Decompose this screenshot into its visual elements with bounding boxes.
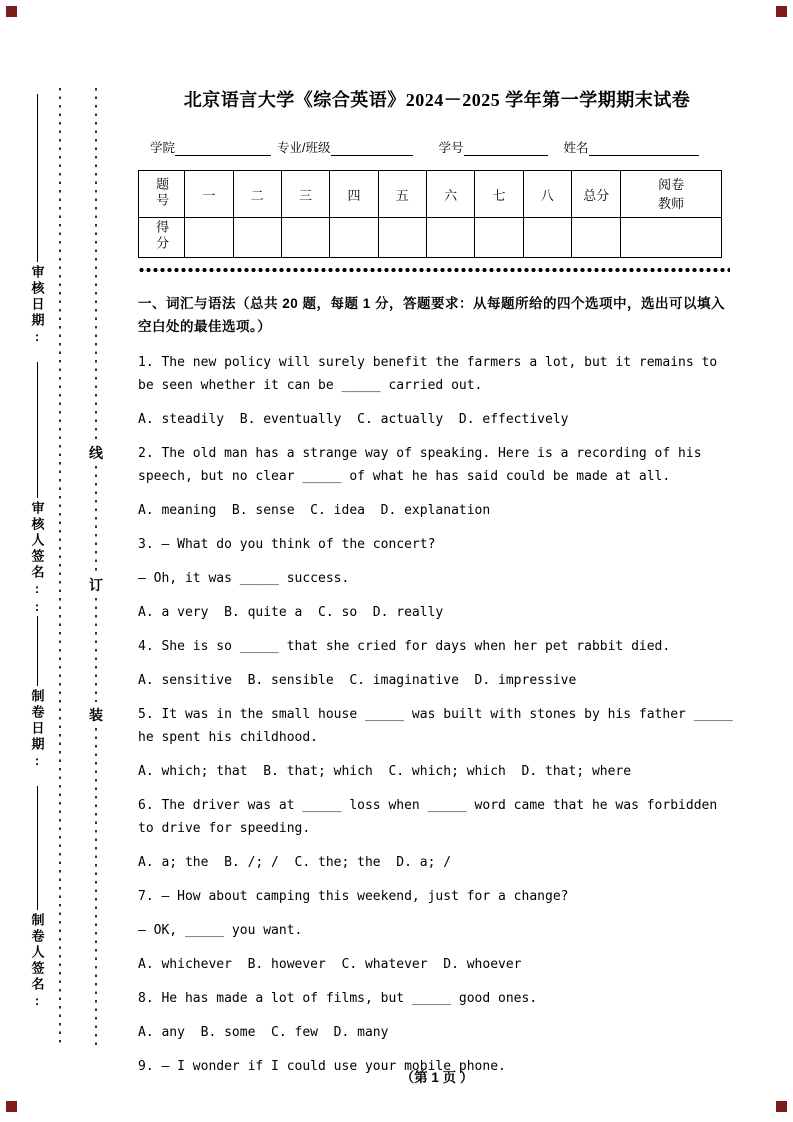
question-options: A. any B. some C. few D. many	[138, 1025, 389, 1040]
score-cell	[571, 218, 620, 258]
question-text: 2. The old man has a strange way of speaking. Here is a recording of his speech, but no clear _____ of what he has said could be made at all.	[138, 446, 710, 484]
binding-dotted-line	[59, 88, 61, 1048]
question-options: A. whichever B. however C. whatever D. whoever	[138, 957, 522, 972]
score-table	[138, 170, 722, 258]
seal-field-review-date	[28, 94, 46, 347]
student-info-line	[138, 138, 736, 156]
question-options: A. a; the B. /; / C. the; the D. a; /	[138, 855, 452, 870]
score-cell	[621, 218, 722, 258]
score-table-column: 七	[475, 171, 523, 218]
question-3	[138, 533, 736, 624]
fill-in-blank	[464, 141, 548, 156]
score-table-column: 八	[523, 171, 571, 218]
binding-line-segment	[95, 88, 97, 440]
section-one-heading: 一、词汇与语法（总共 20 题，每题 1 分，答题要求：从每题所给的四个选项中，选出可以填入空白处的最佳选项。）	[138, 296, 726, 334]
info-label: 学号	[438, 141, 464, 155]
info-label: 姓名	[563, 141, 589, 155]
score-cell	[426, 218, 474, 258]
score-table-column: 二	[233, 171, 281, 218]
score-table-column-total: 总分	[571, 171, 620, 218]
score-cell	[378, 218, 426, 258]
info-field-major-class	[277, 138, 438, 156]
question-1	[138, 351, 736, 431]
score-cell	[185, 218, 233, 258]
question-8	[138, 987, 736, 1044]
corner-mark	[6, 1101, 17, 1112]
score-cell	[523, 218, 571, 258]
info-label: 学院	[150, 141, 176, 155]
score-table-row2-header: 得分	[139, 218, 185, 258]
question-text: 9. — I wonder if I could use your mobile phone.	[138, 1059, 506, 1074]
seal-label: 审核人签名::	[29, 501, 45, 617]
info-field-name	[564, 138, 699, 156]
score-table-row1-header: 题号	[139, 171, 185, 218]
corner-mark	[776, 6, 787, 17]
question-2	[138, 442, 736, 522]
seal-label: 制卷日期:	[29, 689, 45, 771]
fill-in-blank	[589, 141, 699, 156]
fill-in-blank	[175, 141, 271, 156]
score-table-column: 四	[330, 171, 378, 218]
question-options: A. a very B. quite a C. so D. really	[138, 605, 444, 620]
info-field-student-id	[439, 138, 564, 156]
question-options: A. sensitive B. sensible C. imaginative D. impressive	[138, 673, 577, 688]
binding-char: 订	[89, 577, 103, 593]
score-table-column: 六	[426, 171, 474, 218]
binding-line-segment	[95, 466, 97, 572]
corner-mark	[776, 1101, 787, 1112]
info-label: 专业/班级	[277, 141, 331, 155]
exam-paper	[138, 86, 741, 1089]
binding-line-segment	[95, 728, 97, 1048]
score-cell	[475, 218, 523, 258]
fill-in-blank	[331, 141, 413, 156]
question-text: 7. — How about camping this weekend, just for a change?	[138, 889, 569, 904]
question-text: — Oh, it was _____ success.	[138, 571, 350, 586]
page-footer: （第 1 页 ）	[400, 1070, 474, 1085]
score-cell	[233, 218, 281, 258]
score-table-column: 五	[378, 171, 426, 218]
binding-char: 装	[89, 707, 103, 723]
seal-field-maker-signature	[28, 786, 46, 1011]
seal-blank-line	[37, 94, 38, 262]
score-cell	[330, 218, 378, 258]
page-title: 北京语言大学《综合英语》2024－2025 学年第一学期期末试卷	[183, 90, 691, 110]
question-text: 5. It was in the small house _____ was built with stones by his father _____ he spent his childhood.	[138, 707, 741, 745]
question-options: A. which; that B. that; which C. which; which D. that; where	[138, 764, 632, 779]
question-5	[138, 703, 741, 783]
score-table-column: 三	[281, 171, 329, 218]
seal-blank-line	[37, 616, 38, 686]
question-text: 6. The driver was at _____ loss when _____ word came that he was forbidden to drive for speeding.	[138, 798, 726, 836]
question-text: 3. — What do you think of the concert?	[138, 537, 436, 552]
question-options: A. steadily B. eventually C. actually D. effectively	[138, 412, 569, 427]
seal-blank-line	[37, 362, 38, 498]
seal-blank-line	[37, 786, 38, 910]
info-field-college	[150, 138, 277, 156]
question-text: — OK, _____ you want.	[138, 923, 303, 938]
binding-char: 线	[89, 445, 103, 461]
question-text: 1. The new policy will surely benefit the farmers a lot, but it remains to be seen whether it can be _____ carried out.	[138, 355, 726, 393]
seal-label: 制卷人签名:	[29, 913, 45, 1011]
question-7	[138, 885, 736, 976]
question-text: 8. He has made a lot of films, but _____ good ones.	[138, 991, 538, 1006]
score-table-grader-header: 阅卷教师	[621, 171, 722, 218]
corner-mark	[6, 6, 17, 17]
question-4	[138, 635, 736, 692]
dotted-separator	[138, 267, 730, 273]
binding-line	[89, 88, 103, 1048]
question-options: A. meaning B. sense C. idea D. explanation	[138, 503, 491, 518]
score-cell	[281, 218, 329, 258]
seal-field-reviewer-signature	[28, 362, 46, 617]
score-table-column: 一	[185, 171, 233, 218]
question-6	[138, 794, 736, 874]
question-list	[138, 351, 741, 1078]
seal-field-maker-date	[28, 616, 46, 771]
seal-label: 审核日期:	[29, 265, 45, 347]
question-text: 4. She is so _____ that she cried for days when her pet rabbit died.	[138, 639, 671, 654]
binding-line-segment	[95, 598, 97, 702]
